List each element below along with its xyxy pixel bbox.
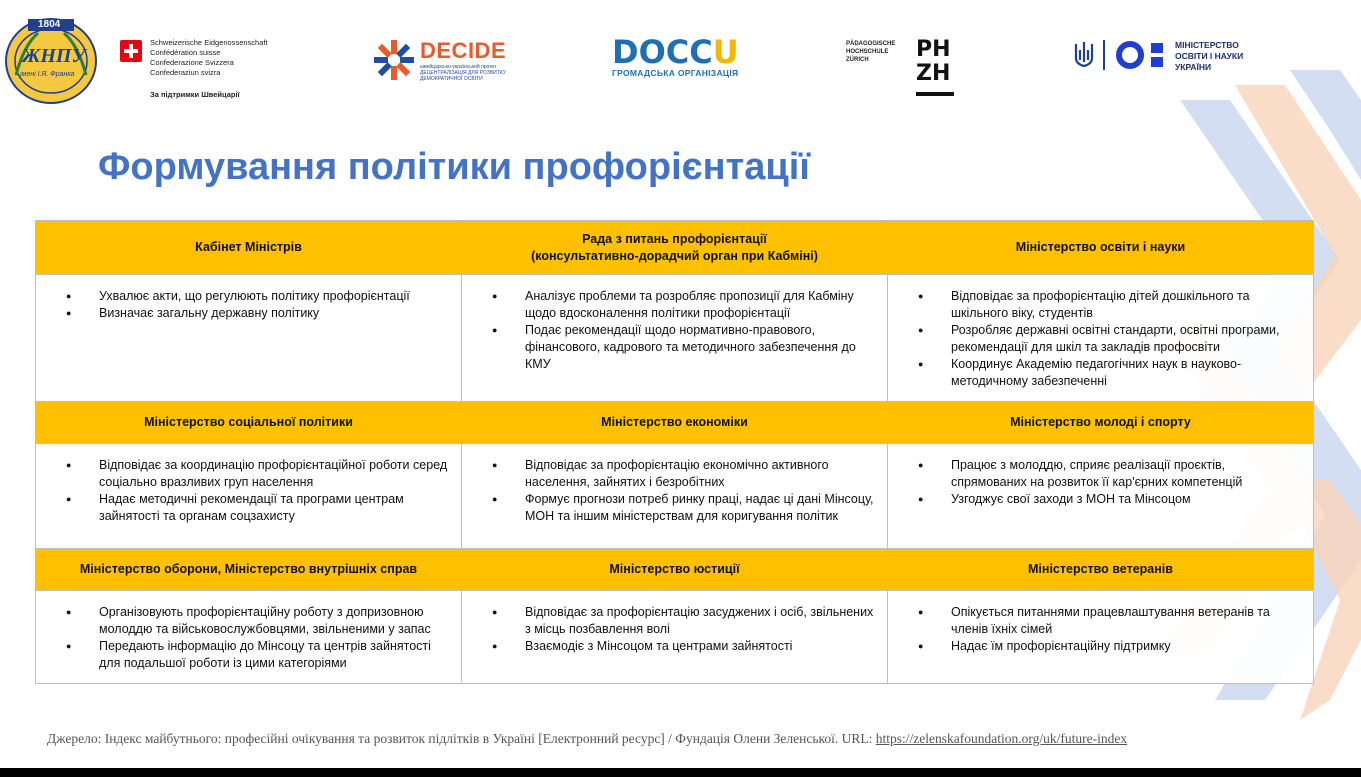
- university-seal-logo: [4, 15, 98, 105]
- header-justice: [462, 549, 888, 591]
- header-label: Міністерство економіки: [601, 415, 748, 429]
- list-item: ● Передають інформацію до Мінсоцу та центрів зайнятості для подальшої роботи із цими категоріями: [99, 638, 450, 672]
- header-economy: [462, 402, 888, 444]
- table-header-row: [36, 221, 1314, 275]
- phzh-line-2: HOCHSCHULE: [846, 49, 889, 55]
- list-item: ● Відповідає за профорієнтацію засуджених і осіб, звільнених з місць позбавлення волі: [525, 604, 876, 638]
- logo-divider: [1103, 40, 1105, 70]
- page-title: Формування політики профорієнтації: [98, 146, 810, 188]
- list-item: ● Організовують профорієнтаційну роботу з допризовною молоддю та військовослужбовцями, звільненими у запас: [99, 604, 450, 638]
- phzh-names: [846, 40, 895, 64]
- swiss-line-de: Schweizerische Eidgenossenschaft: [150, 38, 268, 47]
- doccu-subtitle: ГРОМАДСЬКА ОРГАНІЗАЦІЯ: [612, 68, 739, 78]
- source-text: Джерело: Індекс майбутнього: професійні очікування та розвиток підлітків в Україні [Електронний ресурс] / Фундація Олени Зеленської. URL:: [47, 731, 876, 746]
- seal-text: ЖНПУ: [22, 45, 86, 67]
- phzh-underline: [916, 92, 954, 96]
- table-header-row: [36, 549, 1314, 591]
- source-citation: [47, 731, 1127, 747]
- header-cabinet: [36, 221, 462, 275]
- cell-council: [462, 275, 888, 402]
- header-label: Міністерство юстиції: [609, 562, 740, 576]
- trident-icon: [1073, 40, 1095, 70]
- list-item: ● Опікується питаннями працевлаштування ветеранів та членів їхніх сімей: [951, 604, 1302, 638]
- header-veterans: [888, 549, 1314, 591]
- header-label: Рада з питань профорієнтації: [582, 231, 767, 246]
- list-item: ● Відповідає за координацію профорієнтаційної роботи серед соціально вразливих груп населення: [99, 457, 450, 491]
- phzh-line-1: PÄDAGOGISCHE: [846, 41, 896, 47]
- header-youth-sports: [888, 402, 1314, 444]
- list-item: ● Надає їм профорієнтаційну підтримку: [951, 638, 1302, 655]
- mon-symbol-icon: [1115, 40, 1175, 70]
- decide-subtitle: швейцарсько-український проект ДЕЦЕНТРАЛІЗАЦІЯ ДЛЯ РОЗВИТКУ ДЕМОКРАТИЧНОЇ ОСВІТИ: [420, 64, 506, 82]
- header-defense-interior: [36, 549, 462, 591]
- list-item: ● Відповідає за профорієнтацію економічно активного населення, зайнятих і безробітних: [525, 457, 876, 491]
- cell-defense-interior: [36, 591, 462, 684]
- list-item: ● Відповідає за профорієнтацію дітей дошкільного та шкільного віку, студентів: [951, 288, 1302, 322]
- list-item: ● Узгоджує свої заходи з МОН та Мінсоцом: [951, 491, 1302, 508]
- mon-line-2: ОСВІТИ І НАУКИ: [1175, 51, 1244, 61]
- table-header-row: [36, 402, 1314, 444]
- list-item: ● Розробляє державні освітні стандарти, освітні програми, рекомендації для шкіл та закладів профосвіти: [951, 322, 1302, 356]
- doccu-main-letters: DOCC: [612, 33, 713, 71]
- cell-social-policy: [36, 444, 462, 549]
- phzh-mark-bottom: ZH: [916, 61, 951, 86]
- partner-logos: [0, 0, 1361, 110]
- header-label: Міністерство освіти і науки: [1015, 240, 1186, 254]
- cell-veterans: [888, 591, 1314, 684]
- swiss-support-text: За підтримки Швейцарії: [150, 90, 240, 99]
- doccu-logo: [612, 33, 752, 82]
- phzh-mark: [916, 38, 951, 86]
- doccu-u-letter: U: [712, 33, 739, 71]
- table-row: [36, 275, 1314, 402]
- list-item: ● Формує прогнози потреб ринку праці, надає ці дані Мінсоцу, МОН та іншим міністерствам для коригування політик: [525, 491, 876, 525]
- list-item: ● Подає рекомендації щодо нормативно-правового, фінансового, кадрового та методичного забезпечення до КМУ: [525, 322, 876, 373]
- header-label: Міністерство ветеранів: [1028, 562, 1173, 576]
- list-item: ● Визначає загальну державну політику: [99, 305, 450, 322]
- table-row: [36, 444, 1314, 549]
- header-social-policy: [36, 402, 462, 444]
- cell-justice: [462, 591, 888, 684]
- list-item: ● Координує Академію педагогічних наук в науково-методичному забезпеченні: [951, 356, 1302, 390]
- seal-year: 1804: [38, 19, 61, 30]
- responsibility-table: [35, 220, 1314, 684]
- swiss-line-it: Confederazione Svizzera: [150, 58, 234, 67]
- list-item: ● Аналізує проблеми та розробляє пропозиції для Кабміну щодо вдосконалення політики профорієнтації: [525, 288, 876, 322]
- cell-economy: [462, 444, 888, 549]
- header-label: Міністерство молоді і спорту: [1010, 415, 1191, 429]
- decide-wordmark: DECIDE: [420, 38, 507, 63]
- decide-logo: [372, 38, 512, 84]
- phzh-line-3: ZÜRICH: [846, 57, 869, 63]
- mon-names: [1175, 40, 1243, 73]
- source-link[interactable]: https://zelenskafoundation.org/uk/future-index: [875, 731, 1128, 746]
- header-council: [462, 221, 888, 275]
- header-mon: [888, 221, 1314, 275]
- cell-mon: [888, 275, 1314, 402]
- list-item: ● Надає методичні рекомендації та програми центрам зайнятості та органам соцзахисту: [99, 491, 450, 525]
- header-label: Міністерство оборони, Міністерство внутрішніх справ: [79, 562, 418, 576]
- phzh-logo: [846, 38, 966, 98]
- list-item: ● Працює з молоддю, сприяє реалізації проєктів, спрямованих на розвиток її кар'єрних компетенцій: [951, 457, 1302, 491]
- swiss-cross-icon: [120, 40, 142, 62]
- header-sublabel: (консультативно-дорадчий орган при Кабміні): [531, 248, 818, 263]
- ministry-education-logo: [1073, 38, 1263, 74]
- list-item: ● Взаємодіє з Мінсоцом та центрами зайнятості: [525, 638, 876, 655]
- mon-line-3: УКРАЇНИ: [1175, 62, 1212, 72]
- seal-subtext: імені І.Я. Франка: [20, 71, 75, 78]
- bottom-bar: [0, 768, 1361, 777]
- table-row: [36, 591, 1314, 684]
- decide-star-icon: [372, 38, 416, 82]
- header-label: Кабінет Міністрів: [195, 240, 302, 254]
- swiss-names: [150, 38, 268, 78]
- header-label: Міністерство соціальної політики: [144, 415, 353, 429]
- list-item: ● Ухвалює акти, що регулюють політику профорієнтації: [99, 288, 450, 305]
- swiss-line-fr: Confédération suisse: [150, 48, 221, 57]
- phzh-mark-top: PH: [916, 37, 951, 62]
- cell-cabinet: [36, 275, 462, 402]
- mon-line-1: МІНІСТЕРСТВО: [1175, 40, 1239, 50]
- swiss-line-rm: Confederaziun svizra: [150, 68, 221, 77]
- doccu-wordmark: [612, 33, 752, 71]
- cell-youth-sports: [888, 444, 1314, 549]
